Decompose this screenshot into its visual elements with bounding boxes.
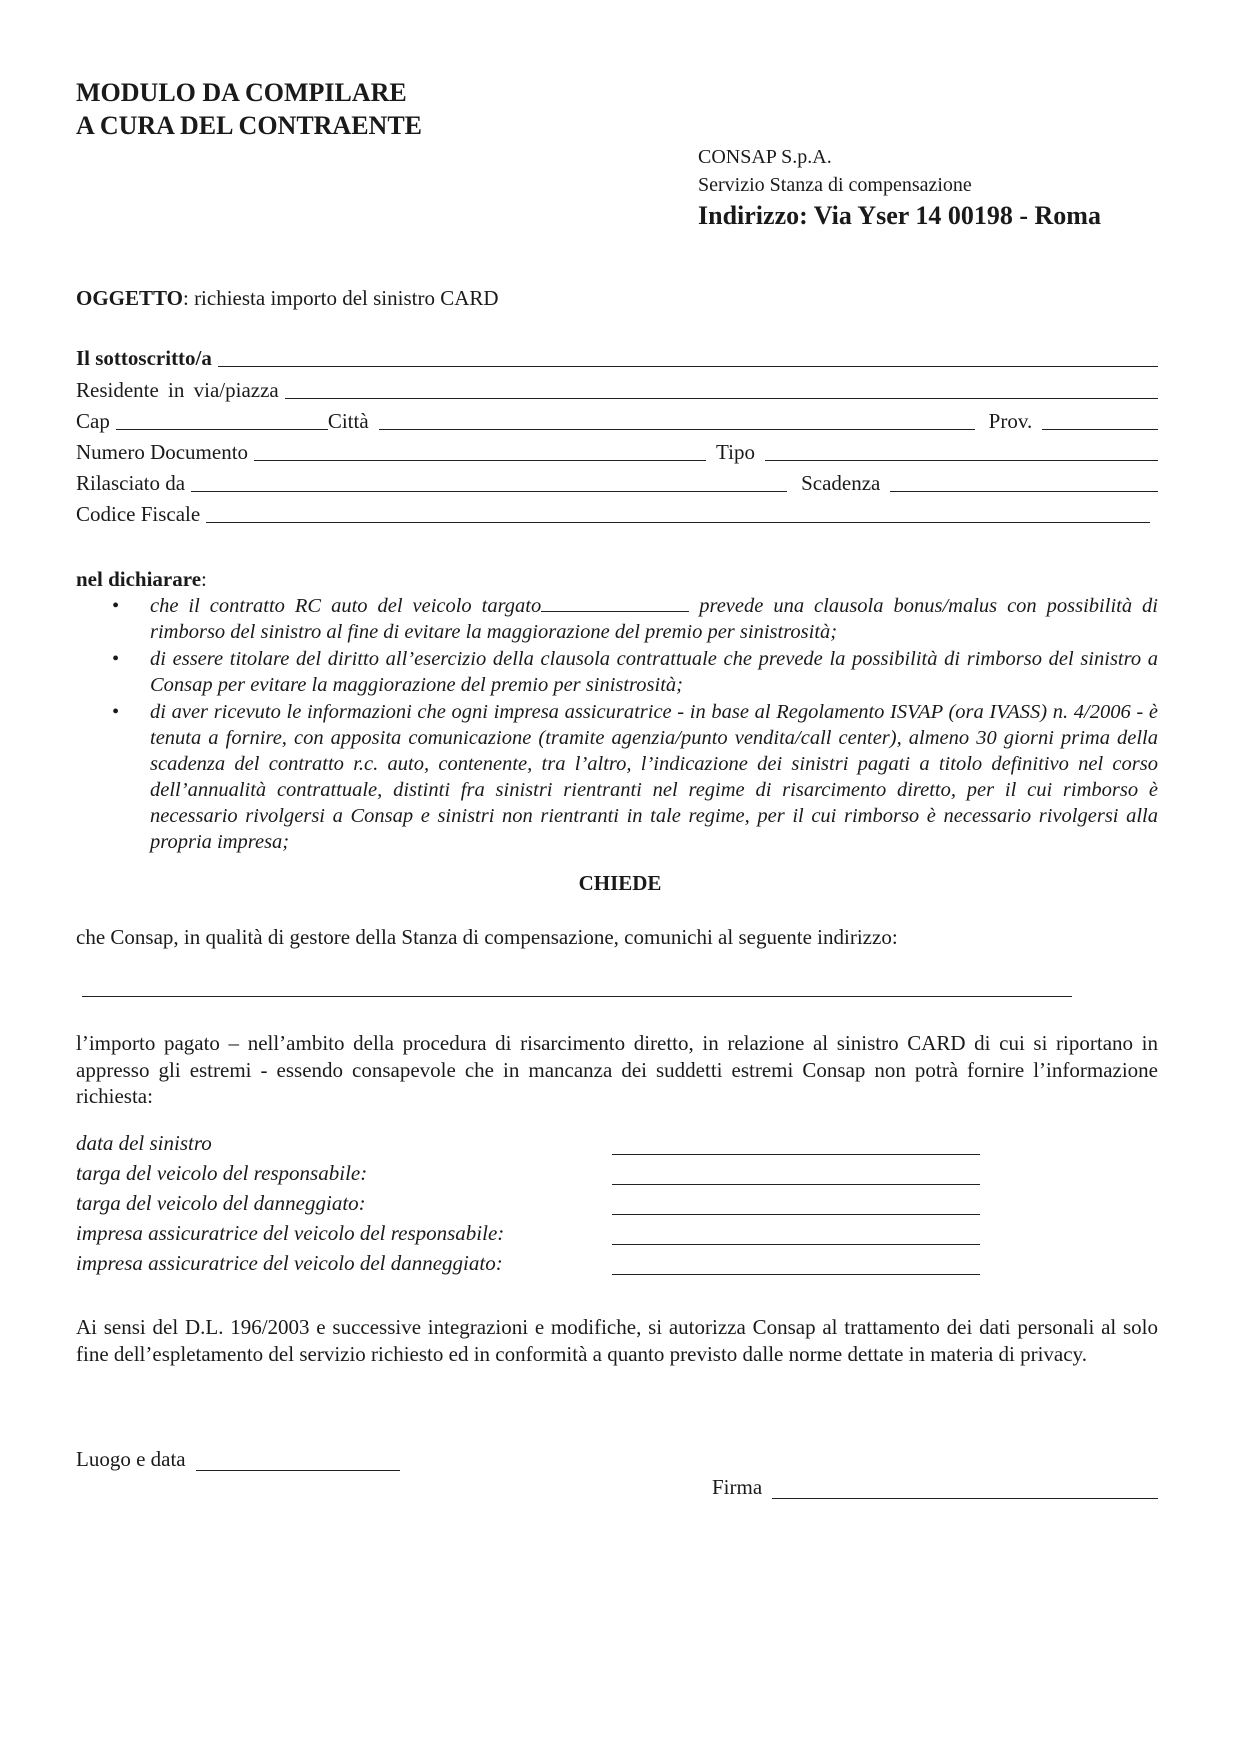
firma-label: Firma (712, 1475, 763, 1499)
label-prov: Prov. (988, 409, 1033, 433)
input-residente[interactable] (285, 398, 1158, 399)
claim-fields (76, 1130, 1076, 1280)
declaration-item-3-text: di aver ricevuto le informazioni che ogni impresa assicuratrice - in base al Regolamento ISVAP (ora IVASS) n. 4/2006 - è tenuta a fornire, con apposita comunicazione (tramite agenzia/punto vendita/call center), almeno 30 giorni prima della scadenza del contratto r.c. auto, contenente, tra l’altro, l’indicazione dei sinistri pagati a titolo definitivo nel corso dell’annualità contrattuale, distinti fra sinistri rientranti nel regime di risarcimento diretto, per il cui rimborso è necessario rivolgersi a Consap e sinistri non rientranti in tale regime, per il cui rimborso è necessario rivolgersi alla propria impresa; (150, 701, 1158, 853)
label-residente: Residente in via/piazza (76, 378, 279, 402)
privacy-paragraph: Ai sensi del D.L. 196/2003 e successive integrazioni e modifiche, si autorizza Consap al trattamento dei dati personali al solo fine dell’espletamento del servizio richiesto ed in conformità a quanto previsto dalle norme dettate in materia di privacy. (76, 1315, 1158, 1366)
claim-label-impresa-responsabile: impresa assicuratrice del veicolo del responsabile: (76, 1221, 505, 1245)
input-rilasciato[interactable] (191, 491, 787, 492)
declaration-list (76, 593, 1158, 855)
request-text: che Consap, in qualità di gestore della Stanza di compensazione, comunichi al seguente indirizzo: (76, 925, 898, 949)
input-indirizzo[interactable] (82, 996, 1072, 997)
claim-field-row (76, 1160, 1076, 1190)
label-sottoscritto: Il sottoscritto/a (76, 346, 212, 370)
form-title (76, 76, 422, 142)
input-luogo-data[interactable] (196, 1470, 400, 1471)
field-cap-citta-prov (76, 408, 1158, 434)
input-targa-responsabile[interactable] (612, 1184, 980, 1185)
bullet-icon: • (112, 701, 120, 723)
field-sottoscritto (76, 345, 1158, 371)
declaration-item-1-text-b: prevede una clausola bonus/malus con possibilità di rimborso del sinistro al fine di evitare la maggiorazione del premio per sinistrosità; (150, 595, 1158, 643)
input-firma[interactable] (772, 1498, 1158, 1499)
bullet-icon: • (112, 595, 120, 617)
input-targa-contratto[interactable] (541, 593, 689, 612)
input-scadenza[interactable] (890, 491, 1158, 492)
label-scadenza: Scadenza (801, 471, 881, 495)
claim-label-targa-responsabile: targa del veicolo del responsabile: (76, 1161, 368, 1185)
claim-field-row (76, 1190, 1076, 1220)
importo-paragraph: l’importo pagato – nell’ambito della procedura di risarcimento diretto, in relazione al sinistro CARD di cui si riportano in appresso gli estremi - essendo consapevole che in mancanza dei suddetti estremi Consap non potrà fornire l’informazione richiesta: (76, 1031, 1158, 1108)
field-residente (76, 377, 1158, 403)
label-numero-documento: Numero Documento (76, 440, 249, 464)
claim-label-data: data del sinistro (76, 1131, 212, 1155)
declaration-item-2-text: di essere titolare del diritto all’esercizio della clausola contrattuale che prevede la possibilità di rimborso del sinistro a Consap per evitare la maggiorazione del premio per sinistrosità; (150, 648, 1158, 696)
field-rilasciato-scadenza (76, 470, 1158, 496)
claim-field-row (76, 1220, 1076, 1250)
label-codice-fiscale: Codice Fiscale (76, 502, 201, 526)
input-prov[interactable] (1042, 429, 1158, 430)
subject-text: : richiesta importo del sinistro CARD (182, 286, 499, 310)
declaration-item-2 (76, 646, 1158, 698)
bullet-icon: • (112, 648, 120, 670)
claim-field-row (76, 1250, 1076, 1280)
input-sottoscritto[interactable] (218, 366, 1158, 367)
label-citta: Città (327, 409, 369, 433)
subject-label: OGGETTO (76, 286, 183, 310)
label-tipo: Tipo (716, 440, 755, 464)
recipient-address: Indirizzo: Via Yser 14 00198 - Roma (698, 201, 1101, 230)
recipient-name: CONSAP S.p.A. (698, 146, 832, 168)
declaration-item-1 (76, 593, 1158, 645)
declaration-item-1-text-a: che il contratto RC auto del veicolo targato (150, 595, 542, 617)
declaration-intro (76, 566, 207, 592)
label-rilasciato: Rilasciato da (76, 471, 186, 495)
form-title-line1: MODULO DA COMPILARE (76, 78, 407, 107)
input-citta[interactable] (379, 429, 975, 430)
input-data-sinistro[interactable] (612, 1154, 980, 1155)
recipient-service: Servizio Stanza di compensazione (698, 174, 972, 196)
input-impresa-danneggiato[interactable] (612, 1274, 980, 1275)
recipient-block (698, 144, 1101, 233)
input-numero-documento[interactable] (254, 460, 706, 461)
request-heading: CHIEDE (578, 871, 662, 895)
input-impresa-responsabile[interactable] (612, 1244, 980, 1245)
claim-label-targa-danneggiato: targa del veicolo del danneggiato: (76, 1191, 366, 1215)
form-title-line2: A CURA DEL CONTRAENTE (76, 111, 423, 140)
input-cap[interactable] (116, 429, 328, 430)
field-codice-fiscale (76, 501, 1150, 527)
input-targa-danneggiato[interactable] (612, 1214, 980, 1215)
label-cap: Cap (76, 409, 110, 433)
claim-field-row (76, 1130, 1076, 1160)
declaration-intro-label: nel dichiarare (76, 567, 202, 591)
claim-label-impresa-danneggiato: impresa assicuratrice del veicolo del danneggiato: (76, 1251, 503, 1275)
declaration-item-3 (76, 699, 1158, 855)
luogo-data-label: Luogo e data (76, 1447, 186, 1471)
field-documento-tipo (76, 439, 1158, 465)
declaration-intro-colon: : (201, 567, 207, 591)
input-tipo[interactable] (765, 460, 1158, 461)
subject-line (76, 285, 499, 311)
input-codice-fiscale[interactable] (206, 522, 1150, 523)
